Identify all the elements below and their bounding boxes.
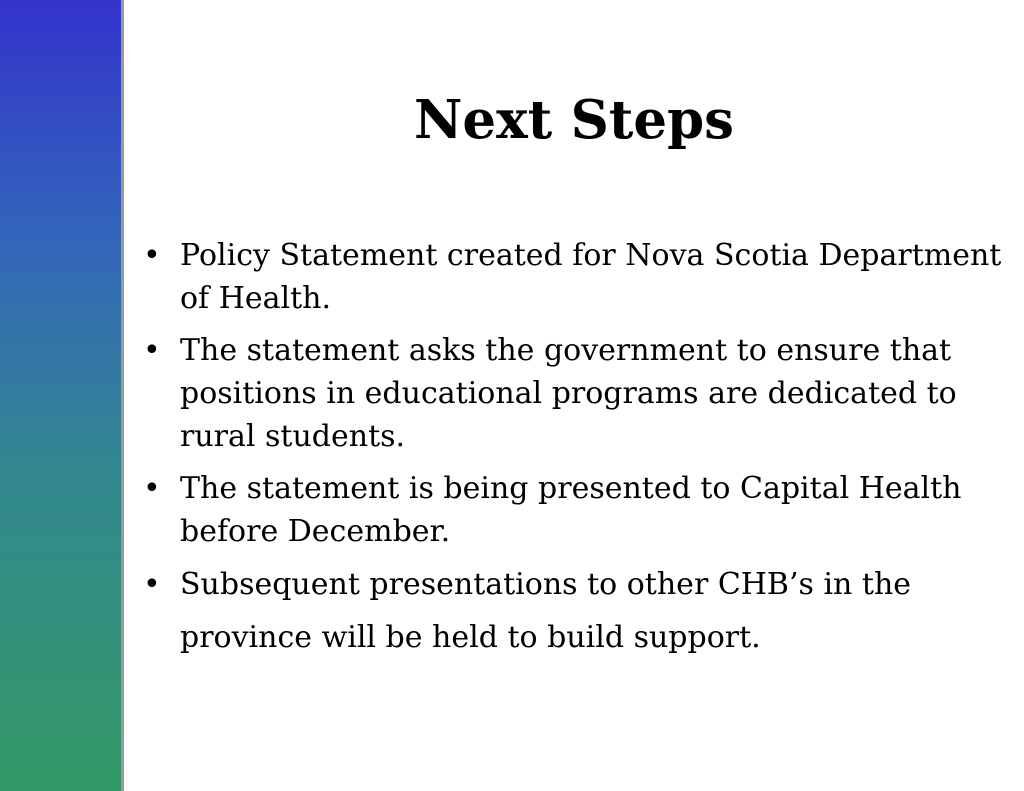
- bullet-marker: •: [143, 238, 161, 273]
- bullet-item-3: [143, 467, 1013, 553]
- bullet-text: The statement asks the government to ensure that positions in educational programs are dedicated to rural students.: [180, 333, 957, 454]
- slide-title: Next Steps: [413, 89, 735, 151]
- bullet-item-1: [143, 234, 1013, 320]
- bullet-list: [143, 234, 1013, 673]
- bullet-item-4: [143, 558, 1013, 664]
- bullet-text: Policy Statement created for Nova Scotia Department of Health.: [180, 238, 1002, 316]
- bullet-item-2: [143, 329, 1013, 458]
- bullet-text: The statement is being presented to Capital Health before December.: [180, 471, 962, 549]
- bullet-text: Subsequent presentations to other CHB’s in the province will be held to build support.: [180, 567, 912, 655]
- bullet-marker: •: [143, 471, 161, 506]
- gradient-sidebar: [0, 0, 121, 791]
- bullet-marker: •: [143, 333, 161, 368]
- bullet-marker: •: [143, 567, 161, 602]
